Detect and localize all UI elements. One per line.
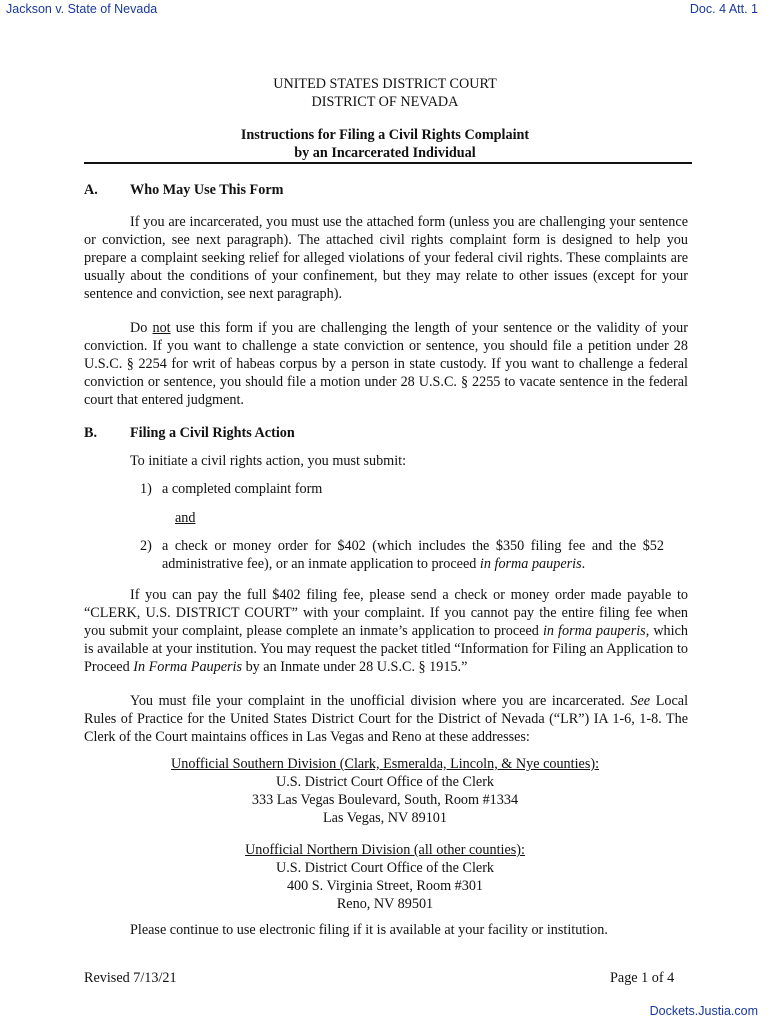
southern-address-line-2: 333 Las Vegas Boulevard, South, Room #1334 [251, 792, 519, 808]
court-name [0, 75, 770, 111]
p3-b: , which is available at your institution. You may request the packet titled “Information for Filing an Application to Proceed [84, 622, 688, 675]
northern-division-heading: Unofficial Northern Division (all other counties): [245, 842, 525, 858]
northern-address-line-3: Reno, NV 89501 [336, 896, 434, 912]
court-name-line-1: UNITED STATES DISTRICT COURT [273, 76, 497, 92]
southern-division-address [0, 755, 770, 827]
court-name-line-2: DISTRICT OF NEVADA [311, 94, 459, 110]
p2-do: Do [130, 320, 153, 336]
case-title-link[interactable]: Jackson v. State of Nevada [6, 2, 158, 16]
p4-a: You must file your complaint in the unofficial division where you are incarcerated. [130, 693, 631, 709]
p3-a: If you can pay the full $402 filing fee, please send a check or money order made payable to “CLERK, U.S. DISTRICT COURT” with your complaint. If you cannot pay the entire filing fee when you submit your complaint, please complete an inmate’s application to proceed [84, 587, 688, 639]
title-line-2: by an Incarcerated Individual [294, 145, 476, 161]
document-number-link[interactable]: Doc. 4 Att. 1 [689, 2, 758, 16]
item2-italic: in forma pauperis [479, 555, 582, 572]
item2-text: a check or money order for $402 (which includes the $350 filing fee and the $52 administrative fee), or an inmate application to proceed [162, 538, 664, 572]
southern-division-heading: Unofficial Southern Division (Clark, Esmeralda, Lincoln, & Nye counties): [170, 756, 600, 772]
section-b-intro: To initiate a civil rights action, you must submit: [130, 453, 407, 469]
page-number: Page 1 of 4 [610, 970, 675, 986]
section-b-paragraph-division [84, 693, 688, 747]
section-a-title: Who May Use This Form [130, 182, 284, 198]
list-and [175, 510, 196, 527]
p2-rest: use this form if you are challenging the length of your sentence or the validity of your conviction. If you want to challenge a state conviction or sentence, you should file a petition under 28 U.S.C. § 2254 for writ of habeas corpus by a person in state custody. If you want to challenge a federal conviction or sentence, you should file a motion under 28 U.S.C. § 2255 to vacate sentence in the federal court that entered judgment. [84, 320, 688, 408]
p3-c: by an Inmate under 28 U.S.C. § 1915.” [242, 658, 468, 675]
p4-b: Local Rules of Practice for the United States District Court for the District of Nevada (“LR”) IA 1-6, 1-8. The Clerk of the Court maintains offices in Las Vegas and Reno at these addresses: [84, 693, 689, 745]
northern-division-address [0, 841, 770, 913]
p4-see: See [630, 693, 651, 709]
item2-end: . [581, 555, 586, 572]
and-underlined: and [175, 510, 196, 526]
p2-not-underlined: not [152, 320, 171, 336]
list-item-2-number: 2) [140, 538, 152, 554]
section-a-heading [84, 182, 283, 199]
p3-italic-1: in forma pauperis [542, 622, 646, 639]
southern-address-line-3: Las Vegas, NV 89101 [322, 810, 447, 826]
title-line-1: Instructions for Filing a Civil Rights Complaint [240, 127, 530, 143]
title-divider [84, 162, 692, 164]
section-b-paragraph-fee [84, 587, 688, 677]
section-b-title: Filing a Civil Rights Action [130, 425, 295, 441]
section-b-heading [84, 425, 295, 442]
section-a-letter: A. [84, 182, 98, 198]
list-item-1: a completed complaint form [162, 481, 323, 497]
northern-address-line-2: 400 S. Virginia Street, Room #301 [286, 878, 484, 894]
document-title [0, 126, 770, 162]
list-item-1-number: 1) [140, 481, 152, 497]
southern-address-line-1: U.S. District Court Office of the Clerk [275, 774, 495, 790]
section-b-letter: B. [84, 425, 98, 441]
p3-italic-2: In Forma Pauperis [133, 658, 243, 675]
revision-date: Revised 7/13/21 [84, 970, 177, 986]
list-item-2 [162, 538, 664, 574]
northern-address-line-1: U.S. District Court Office of the Clerk [275, 860, 495, 876]
section-a-paragraph-2 [84, 320, 688, 410]
dockets-justia-link[interactable]: Dockets.Justia.com [649, 1004, 758, 1018]
electronic-filing-note: Please continue to use electronic filing if it is available at your facility or institution. [130, 922, 608, 938]
section-a-paragraph-1: If you are incarcerated, you must use the attached form (unless you are challenging your sentence or conviction, see next paragraph). The attached civil rights complaint form is designed to help you prepare a complaint seeking relief for alleged violations of your federal civil rights. These complaints are usually about the conditions of your confinement, but they may relate to other issues (except for your sentence and conviction, see next paragraph). [84, 214, 688, 302]
